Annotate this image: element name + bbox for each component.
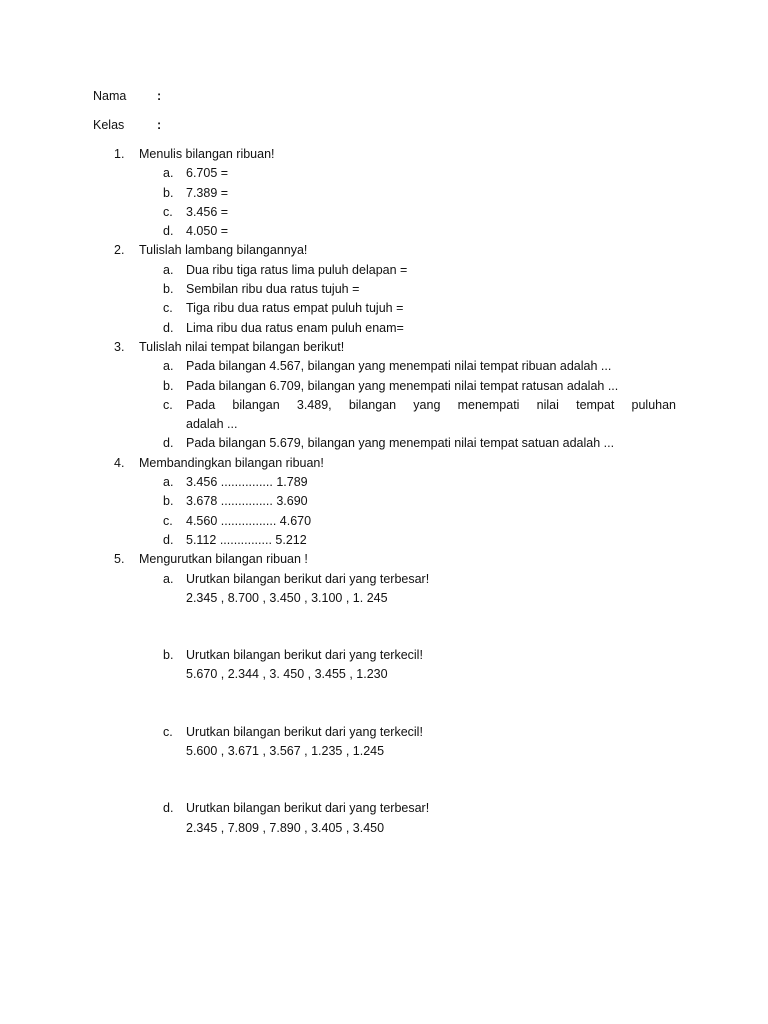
- item-text: Urutkan bilangan berikut dari yang terkecil!: [186, 648, 423, 663]
- item-text: 7.389 =: [186, 185, 229, 200]
- question-number: 3.: [114, 339, 125, 354]
- question-number: 2.: [114, 243, 125, 258]
- answer-space: [114, 608, 676, 646]
- answer-space: [114, 685, 676, 723]
- item-text: Urutkan bilangan berikut dari yang terkecil!: [186, 724, 423, 739]
- kelas-field: [93, 116, 161, 135]
- question-2-item-a: [114, 261, 676, 280]
- item-text: Pada bilangan 4.567, bilangan yang menempati nilai tempat ribuan adalah ...: [186, 359, 612, 374]
- question-5: [114, 550, 676, 569]
- item-text: 3.456 ............... 1.789: [186, 475, 308, 490]
- item-text: Sembilan ribu dua ratus tujuh =: [186, 282, 360, 297]
- number-sequence: 5.670 , 2.344 , 3. 450 , 3.455 , 1.230: [186, 667, 388, 682]
- item-letter: b.: [163, 494, 174, 509]
- item-text: 5.112 ............... 5.212: [186, 532, 307, 547]
- question-2-item-d: [114, 319, 676, 338]
- question-1-item-d: [114, 222, 676, 241]
- question-4-item-b: [114, 492, 676, 511]
- question-list: [114, 145, 676, 838]
- question-5-item-c: [114, 723, 676, 742]
- answer-space: [114, 761, 676, 799]
- item-text: 3.456 =: [186, 204, 229, 219]
- item-text: Lima ribu dua ratus enam puluh enam=: [186, 320, 404, 335]
- kelas-colon: :: [157, 118, 162, 132]
- item-text: Pada bilangan 6.709, bilangan yang menempati nilai tempat ratusan adalah ...: [186, 378, 619, 393]
- item-letter: c.: [163, 513, 173, 528]
- question-text: Membandingkan bilangan ribuan!: [139, 455, 324, 470]
- question-5-item-b: [114, 646, 676, 665]
- item-text: 6.705 =: [186, 166, 229, 181]
- item-letter: a.: [163, 571, 174, 586]
- item-letter: b.: [163, 185, 174, 200]
- item-text: Dua ribu tiga ratus lima puluh delapan =: [186, 262, 408, 277]
- item-text: Pada bilangan 5.679, bilangan yang menempati nilai tempat satuan adalah ...: [186, 436, 615, 451]
- number-sequence: 2.345 , 7.809 , 7.890 , 3.405 , 3.450: [186, 820, 385, 835]
- item-letter: d.: [163, 532, 174, 547]
- question-1: [114, 145, 676, 164]
- item-letter: c.: [163, 301, 173, 316]
- question-number: 5.: [114, 552, 125, 567]
- question-text: Tulislah lambang bilangannya!: [139, 243, 308, 258]
- question-number: 1.: [114, 147, 125, 161]
- question-text: Tulislah nilai tempat bilangan berikut!: [139, 339, 345, 354]
- question-2-item-b: [114, 280, 676, 299]
- question-2-item-c: [114, 299, 676, 318]
- item-letter: d.: [163, 224, 174, 239]
- item-text: Tiga ribu dua ratus empat puluh tujuh =: [186, 301, 404, 316]
- question-1-item-b: [114, 184, 676, 203]
- question-3-item-b: [114, 377, 676, 396]
- number-sequence: 5.600 , 3.671 , 3.567 , 1.235 , 1.245: [186, 744, 385, 759]
- question-2: [114, 241, 676, 260]
- question-5-item-a: [114, 570, 676, 589]
- item-letter: b.: [163, 378, 174, 393]
- item-text: 4.050 =: [186, 224, 229, 239]
- kelas-label: Kelas: [93, 118, 125, 132]
- question-5-item-d: [114, 799, 676, 818]
- question-3-item-d: [114, 434, 676, 453]
- item-text: 4.560 ................ 4.670: [186, 513, 312, 528]
- item-letter: a.: [163, 359, 174, 374]
- item-letter: d.: [163, 320, 174, 335]
- question-4-item-a: [114, 473, 676, 492]
- question-4-item-d: [114, 531, 676, 550]
- item-letter: a.: [163, 262, 174, 277]
- item-text: Pada bilangan 3.489, bilangan yang menempati nilai tempat puluhan: [186, 397, 676, 412]
- number-sequence: 2.345 , 8.700 , 3.450 , 3.100 , 1. 245: [186, 590, 388, 605]
- item-letter: a.: [163, 475, 174, 490]
- item-text: 3.678 ............... 3.690: [186, 494, 308, 509]
- question-3: [114, 338, 676, 357]
- question-4: [114, 454, 676, 473]
- question-1-item-a: [114, 164, 676, 183]
- question-4-item-c: [114, 512, 676, 531]
- item-text: Urutkan bilangan berikut dari yang terbesar!: [186, 571, 430, 586]
- item-letter: c.: [163, 204, 173, 219]
- question-3-item-a: [114, 357, 676, 376]
- question-text: Menulis bilangan ribuan!: [139, 147, 275, 161]
- item-text: Urutkan bilangan berikut dari yang terbesar!: [186, 801, 430, 816]
- question-text: Mengurutkan bilangan ribuan !: [139, 552, 308, 567]
- item-text-continued: adalah ...: [186, 417, 238, 432]
- item-letter: a.: [163, 166, 174, 181]
- question-1-item-c: [114, 203, 676, 222]
- question-number: 4.: [114, 455, 125, 470]
- item-letter: d.: [163, 436, 174, 451]
- item-letter: b.: [163, 648, 174, 663]
- question-3-item-c: [114, 396, 676, 415]
- item-letter: b.: [163, 282, 174, 297]
- nama-label: Nama: [93, 89, 127, 103]
- nama-colon: :: [157, 89, 162, 103]
- question-3-item-c-continued: [114, 415, 676, 434]
- item-letter: c.: [163, 397, 173, 412]
- nama-field: [93, 87, 161, 106]
- item-letter: c.: [163, 724, 173, 739]
- item-letter: d.: [163, 801, 174, 816]
